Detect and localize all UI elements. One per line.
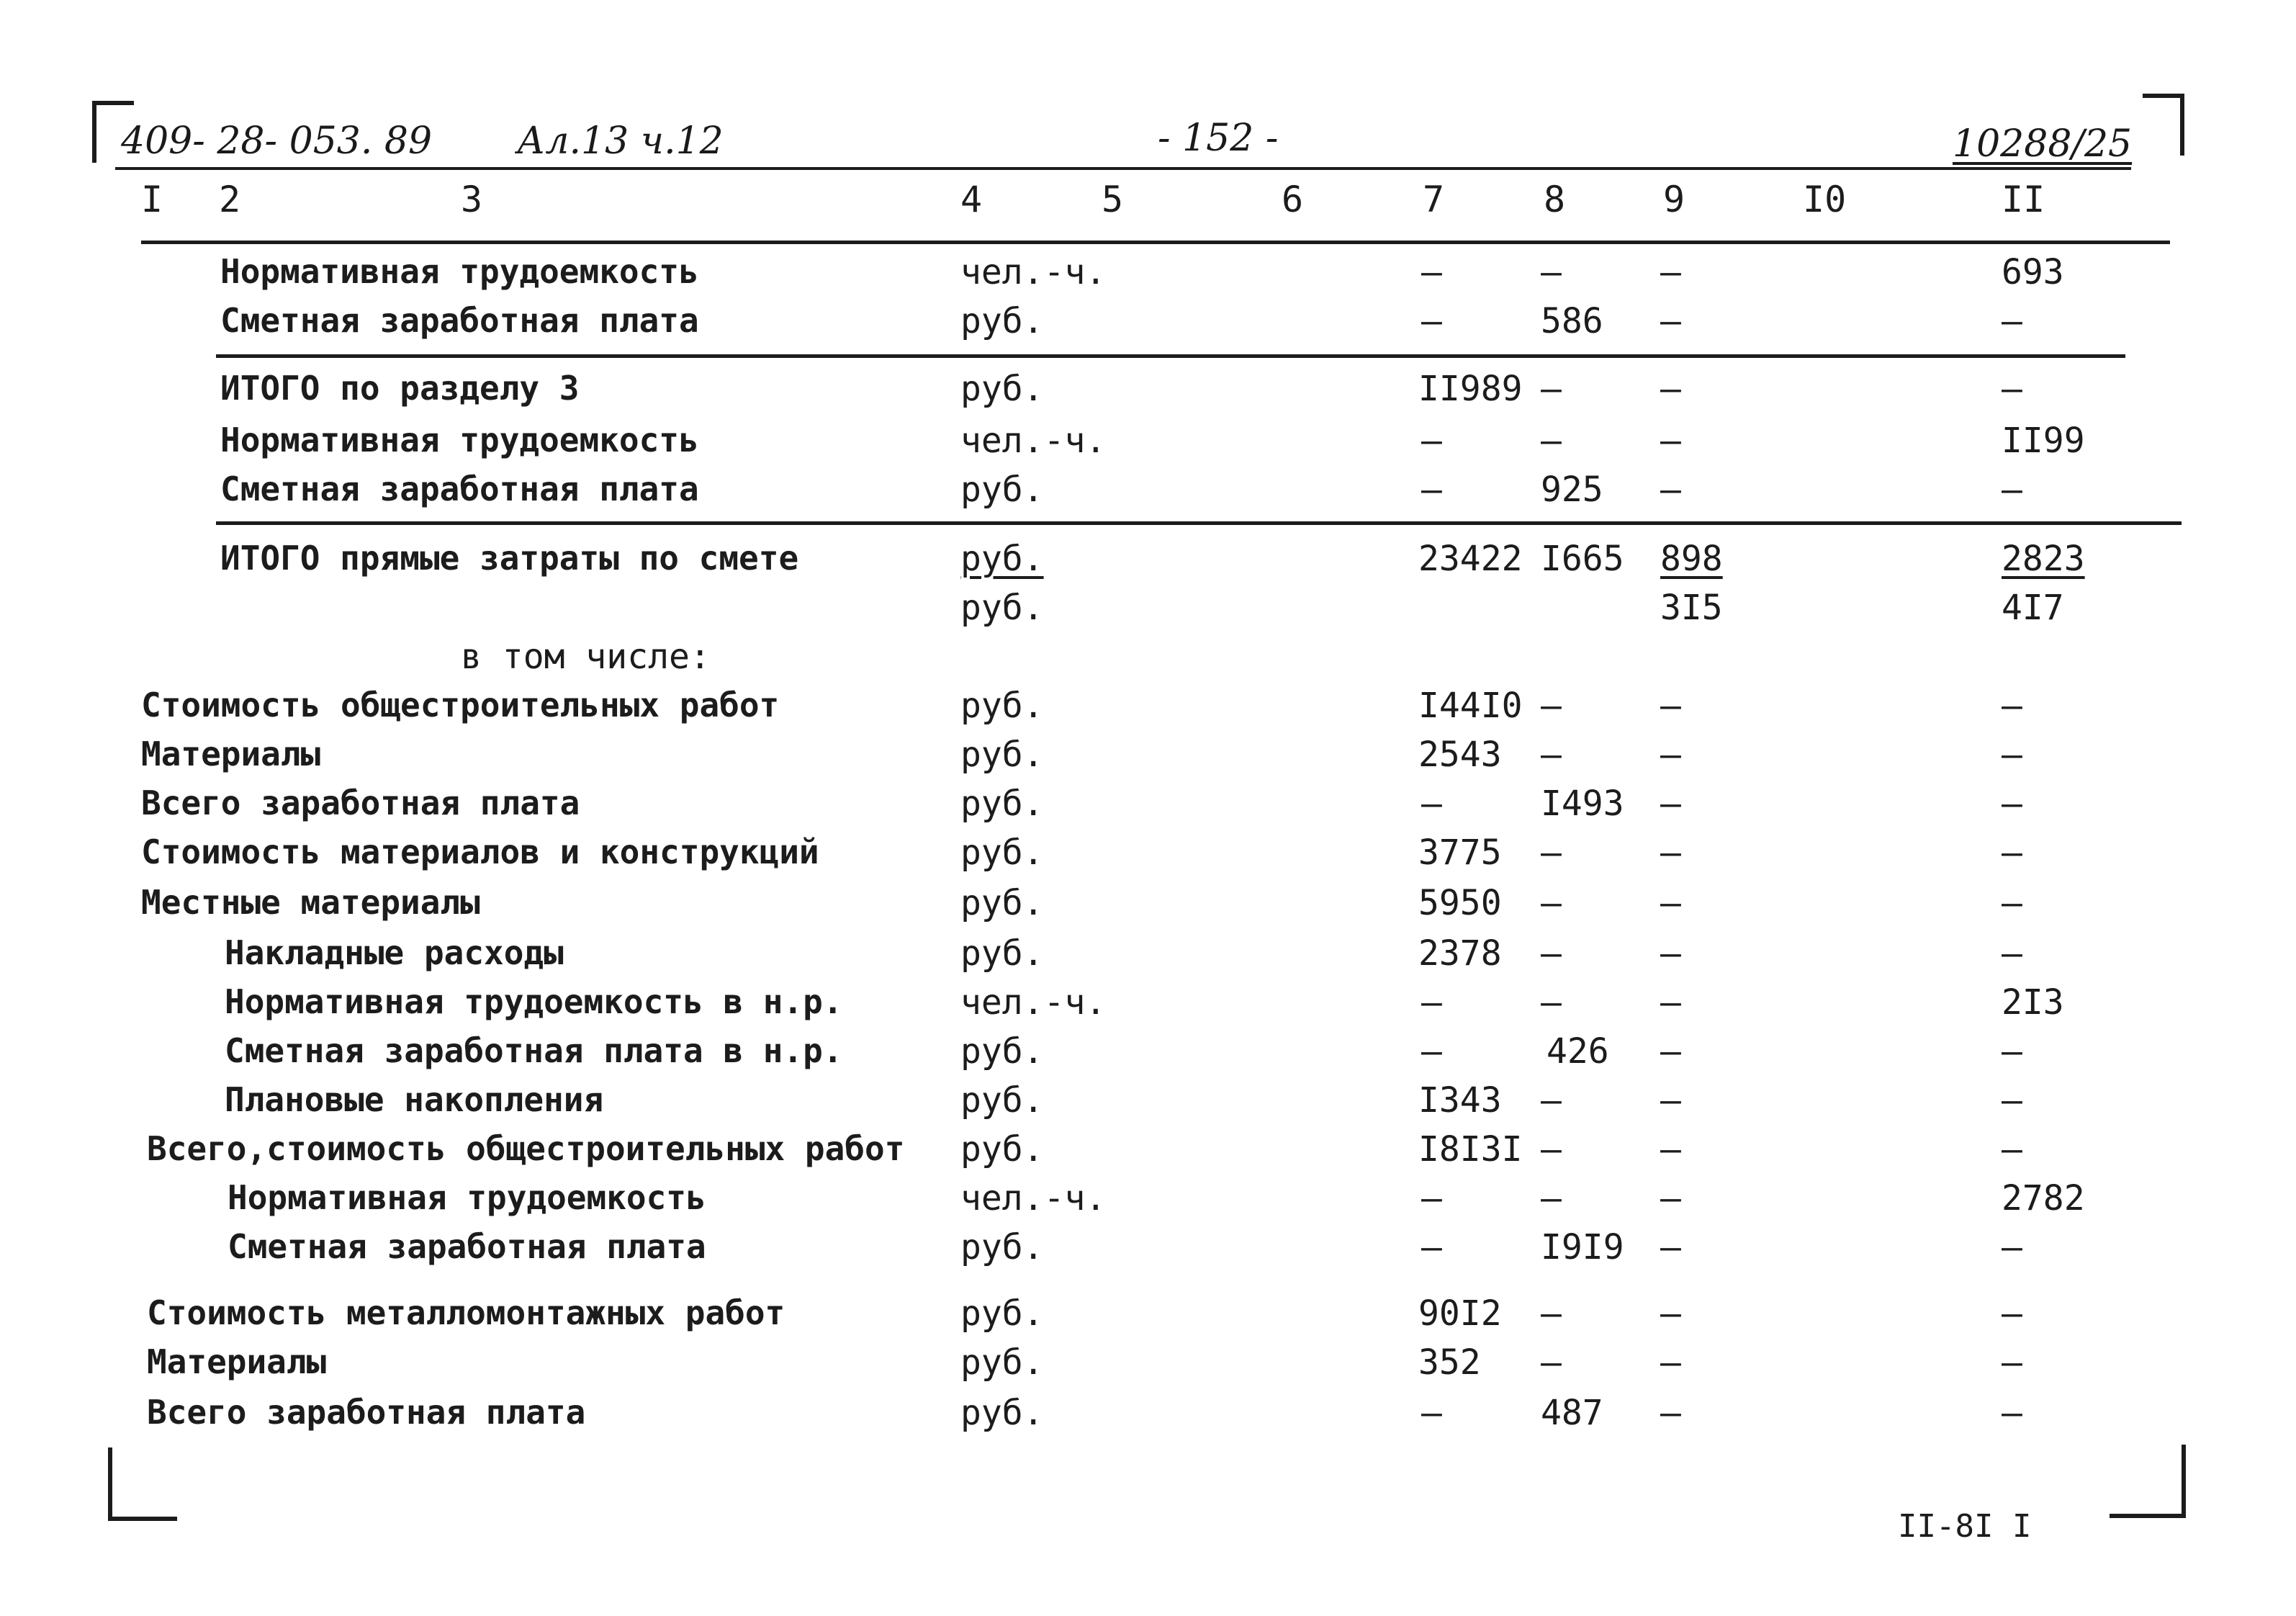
- row-col7: –: [1421, 421, 1442, 461]
- row-col11: –: [2002, 301, 2022, 341]
- row-desc: Сметная заработная плата: [220, 470, 699, 508]
- row-col7: II989: [1418, 369, 1523, 409]
- row-desc: Стоимость металломонтажных работ: [147, 1293, 785, 1332]
- row-col11: –: [2002, 369, 2022, 409]
- row-desc: Материалы: [141, 735, 321, 773]
- row-unit: чел.-ч.: [960, 421, 1107, 461]
- row-col8: –: [1541, 1080, 1562, 1121]
- row-unit: руб.: [960, 1129, 1044, 1170]
- row-col8: –: [1541, 1293, 1562, 1334]
- row-col9: –: [1660, 784, 1681, 824]
- col-num-11: II: [2002, 179, 2045, 220]
- row-desc: Плановые накопления: [225, 1080, 604, 1119]
- row-desc: Нормативная трудоемкость: [228, 1178, 706, 1217]
- row-col9: –: [1660, 686, 1681, 726]
- row-col7: –: [1421, 301, 1442, 341]
- row-col7: 352: [1418, 1342, 1481, 1383]
- row-col11: –: [2002, 1342, 2022, 1383]
- row-col8: –: [1541, 1178, 1562, 1218]
- row-col9: –: [1660, 1342, 1681, 1383]
- row-col7: –: [1421, 982, 1442, 1023]
- col-num-2: 2: [219, 179, 241, 220]
- row-unit: руб.: [960, 539, 1044, 579]
- row-desc: Сметная заработная плата: [220, 301, 699, 340]
- row-col7: I8I3I: [1418, 1129, 1523, 1170]
- row-unit: руб.: [960, 1080, 1044, 1121]
- row-col11: –: [2002, 1080, 2022, 1121]
- row-unit: руб.: [960, 470, 1044, 510]
- row-unit: чел.-ч.: [960, 982, 1107, 1023]
- row-unit: руб.: [960, 1293, 1044, 1334]
- row-col11: –: [2002, 883, 2022, 923]
- row-desc: Сметная заработная плата: [228, 1227, 706, 1266]
- row-col8: I665: [1541, 539, 1624, 579]
- doc-code: 409- 28- 053. 89: [121, 120, 433, 163]
- row-col8: 925: [1541, 470, 1603, 510]
- row-unit: руб.: [960, 1342, 1044, 1383]
- row-col11: –: [2002, 1129, 2022, 1170]
- header-rule: [115, 167, 2131, 170]
- row-col11: –: [2002, 933, 2022, 974]
- row-col11: –: [2002, 832, 2022, 873]
- corner-bracket-bottom-right: [2110, 1445, 2186, 1518]
- row-col11: 4I7: [2002, 588, 2064, 628]
- row-col7: –: [1421, 470, 1442, 510]
- row-col7: –: [1421, 1031, 1442, 1072]
- row-col9: –: [1660, 1293, 1681, 1334]
- doc-number: 10288/25: [1953, 122, 2133, 166]
- row-col7: –: [1421, 252, 1442, 292]
- row-col11: –: [2002, 784, 2022, 824]
- row-col9: –: [1660, 982, 1681, 1023]
- row-col7: 2378: [1418, 933, 1502, 974]
- row-col8: 426: [1547, 1031, 1609, 1072]
- row-unit: чел.-ч.: [960, 252, 1107, 292]
- row-col8: –: [1541, 933, 1562, 974]
- row-col9: –: [1660, 735, 1681, 775]
- row-col9: –: [1660, 369, 1681, 409]
- row-col7: 2543: [1418, 735, 1502, 775]
- col-num-3: 3: [461, 179, 483, 220]
- row-col8: –: [1541, 252, 1562, 292]
- row-col9: –: [1660, 832, 1681, 873]
- row-unit: руб.: [960, 784, 1044, 824]
- row-col11: –: [2002, 735, 2022, 775]
- row-col8: –: [1541, 686, 1562, 726]
- col-num-10: I0: [1803, 179, 1847, 220]
- row-col9: –: [1660, 470, 1681, 510]
- row-desc: Местные материалы: [141, 883, 480, 922]
- page-number: - 152 -: [1158, 117, 1279, 160]
- row-desc: Всего заработная плата: [147, 1393, 586, 1432]
- row-col7: I44I0: [1418, 686, 1523, 726]
- col-num-1: I: [141, 179, 163, 220]
- row-col8: 487: [1541, 1393, 1603, 1433]
- row-col11: –: [2002, 470, 2022, 510]
- row-col8: 586: [1541, 301, 1603, 341]
- row-col11: –: [2002, 686, 2022, 726]
- row-unit: руб.: [960, 832, 1044, 873]
- corner-bracket-bottom-left: [108, 1447, 177, 1521]
- row-unit: руб.: [960, 933, 1044, 974]
- row-col9: 3I5: [1660, 588, 1723, 628]
- row-col9: –: [1660, 933, 1681, 974]
- col-num-4: 4: [960, 179, 983, 220]
- row-unit: руб.: [960, 686, 1044, 726]
- row-col7: 23422: [1418, 539, 1523, 579]
- row-unit: руб.: [960, 735, 1044, 775]
- row-col9: –: [1660, 883, 1681, 923]
- row-col11: 693: [2002, 252, 2064, 292]
- row-col9: –: [1660, 301, 1681, 341]
- row-col8: –: [1541, 1342, 1562, 1383]
- row-col9: –: [1660, 252, 1681, 292]
- row-col9: –: [1660, 421, 1681, 461]
- row-desc: ИТОГО прямые затраты по смете: [220, 539, 799, 578]
- row-col7: I343: [1418, 1080, 1502, 1121]
- row-col9: –: [1660, 1031, 1681, 1072]
- row-col11: –: [2002, 1031, 2022, 1072]
- footer-stamp: II-8I I: [1898, 1508, 2032, 1545]
- row-unit: руб.: [960, 301, 1044, 341]
- row-desc: Всего,стоимость общестроительных работ: [147, 1129, 905, 1168]
- row-col7: 3775: [1418, 832, 1502, 873]
- row-col11: –: [2002, 1393, 2022, 1433]
- row-desc: Сметная заработная плата в н.р.: [225, 1031, 843, 1070]
- row-col11: 2782: [2002, 1178, 2085, 1218]
- row-unit: руб.: [960, 369, 1044, 409]
- row-desc: Стоимость материалов и конструкций: [141, 832, 819, 871]
- row-col7: 5950: [1418, 883, 1502, 923]
- table-rule-2: [216, 354, 2125, 358]
- row-col11: –: [2002, 1293, 2022, 1334]
- table-rule-3: [216, 521, 2182, 525]
- row-col8: I9I9: [1541, 1227, 1624, 1267]
- row-col7: –: [1421, 784, 1442, 824]
- row-unit: руб.: [960, 1393, 1044, 1433]
- corner-bracket-top-right: [2143, 94, 2184, 156]
- table-rule-1: [141, 241, 2170, 244]
- col-num-7: 7: [1423, 179, 1445, 220]
- row-unit: чел.-ч.: [960, 1178, 1107, 1218]
- row-col7: –: [1421, 1178, 1442, 1218]
- row-col8: –: [1541, 982, 1562, 1023]
- row-col7: –: [1421, 1227, 1442, 1267]
- row-col9: 898: [1660, 539, 1723, 579]
- row-unit: руб.: [960, 588, 1044, 628]
- row-col9: –: [1660, 1129, 1681, 1170]
- row-col11: –: [2002, 1227, 2022, 1267]
- col-num-5: 5: [1102, 179, 1124, 220]
- row-col11: II99: [2002, 421, 2085, 461]
- row-col9: –: [1660, 1080, 1681, 1121]
- row-col7: –: [1421, 1393, 1442, 1433]
- row-desc: ИТОГО по разделу 3: [220, 369, 580, 408]
- row-unit: руб.: [960, 1031, 1044, 1072]
- row-desc: Материалы: [147, 1342, 327, 1381]
- row-desc: Нормативная трудоемкость: [220, 252, 699, 291]
- row-col9: –: [1660, 1227, 1681, 1267]
- row-col8: –: [1541, 369, 1562, 409]
- row-col8: –: [1541, 832, 1562, 873]
- row-col8: –: [1541, 421, 1562, 461]
- row-desc: Стоимость общестроительных работ: [141, 686, 780, 724]
- row-col9: –: [1660, 1393, 1681, 1433]
- col-num-8: 8: [1544, 179, 1566, 220]
- row-col8: –: [1541, 883, 1562, 923]
- row-col9: –: [1660, 1178, 1681, 1218]
- sheet-ref: Ал.13 ч.12: [517, 120, 724, 163]
- row-desc: Всего заработная плата: [141, 784, 580, 822]
- row-col11: 2I3: [2002, 982, 2064, 1023]
- row-col7: 90I2: [1418, 1293, 1502, 1334]
- row-unit: руб.: [960, 1227, 1044, 1267]
- col-num-6: 6: [1282, 179, 1304, 220]
- row-desc: Нормативная трудоемкость в н.р.: [225, 982, 843, 1021]
- col-num-9: 9: [1663, 179, 1685, 220]
- row-col8: –: [1541, 1129, 1562, 1170]
- row-unit: руб.: [960, 883, 1044, 923]
- row-desc: Накладные расходы: [225, 933, 564, 972]
- subheading-including: в том числе:: [461, 637, 711, 677]
- row-col8: –: [1541, 735, 1562, 775]
- row-col11: 2823: [2002, 539, 2085, 579]
- row-desc: Нормативная трудоемкость: [220, 421, 699, 459]
- row-col8: I493: [1541, 784, 1624, 824]
